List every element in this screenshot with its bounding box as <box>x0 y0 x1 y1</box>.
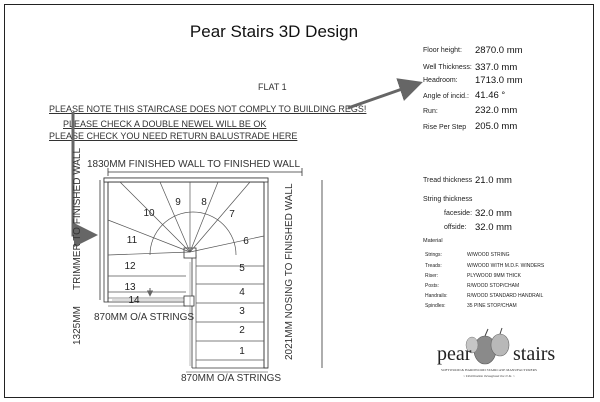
right-wall <box>264 178 268 368</box>
note-double-newel: PLEASE CHECK A DOUBLE NEWEL WILL BE OK <box>63 119 267 129</box>
mid-strings-label: 870MM O/A STRINGS <box>94 312 195 323</box>
material-value-strings: W/WOOD STRING <box>467 252 510 258</box>
right-dimension-label: 2021MM NOSING TO FINISHED WALL <box>284 183 295 360</box>
note-building-regs: PLEASE NOTE THIS STAIRCASE DOES NOT COMPLY TO BUILDING REGS! <box>49 104 367 114</box>
step-11: 11 <box>126 235 138 246</box>
angle-label: Angle of incid.: <box>423 93 469 100</box>
material-value-handrails: R/WOOD STANDARD HANDRAIL <box>467 293 544 299</box>
headroom-label: Headroom: <box>423 77 458 84</box>
step-5: 5 <box>239 263 245 274</box>
material-label-riser: Riser: <box>425 273 439 279</box>
tread-thickness-value: 21.0 mm <box>475 175 512 186</box>
floor-height-label: Floor height: <box>423 47 462 54</box>
page-title: Pear Stairs 3D Design <box>189 22 359 41</box>
note-return-balustrade: PLEASE CHECK YOU NEED RETURN BALUSTRADE HERE <box>49 131 298 141</box>
step-4: 4 <box>239 287 245 298</box>
run-label: Run: <box>423 108 438 115</box>
logo-word-stairs: stairs <box>513 343 556 365</box>
material-value-riser: PLYWOOD 9MM THICK <box>467 273 521 279</box>
top-dimension-label: 1830MM FINISHED WALL TO FINISHED WALL <box>87 159 301 170</box>
step-8: 8 <box>201 197 207 208</box>
step-1: 1 <box>239 346 245 357</box>
bottom-strings-label: 870MM O/A STRINGS <box>181 373 282 384</box>
faceside-value: 32.0 mm <box>475 208 512 219</box>
tread-thickness-label: Tread thickness <box>423 177 473 184</box>
logo-word-pear: pear <box>437 343 472 365</box>
newel-post-lower <box>184 296 194 306</box>
left-dimension-label-lower: 1325MM <box>72 306 83 345</box>
material-label-treads: Treads: <box>425 263 442 269</box>
material-heading: Material <box>423 238 443 244</box>
step-13: 13 <box>124 282 136 293</box>
well-thickness-value: 337.0 mm <box>475 62 518 73</box>
step-3: 3 <box>239 306 245 317</box>
note-leader-arrow <box>348 83 420 108</box>
step-10: 10 <box>143 208 155 219</box>
logo-subline: ~ Distribution throughout the U.K. ~ <box>463 374 515 378</box>
material-value-spindles: 35 PINE STOP/CHAM <box>467 303 517 309</box>
step-7: 7 <box>229 209 235 220</box>
rise-value: 205.0 mm <box>475 121 518 132</box>
offside-label: offside: <box>444 224 467 231</box>
material-label-strings: Strings: <box>425 252 442 258</box>
material-label-handrails: Handrails: <box>425 293 448 299</box>
well-thickness-label: Well Thickness: <box>423 64 472 71</box>
offside-value: 32.0 mm <box>475 222 512 233</box>
material-value-posts: R/WOOD STOP/CHAM <box>467 283 520 289</box>
step-9: 9 <box>175 197 181 208</box>
logo-tagline: SOFTWOOD & HARDWOOD STAIRCASE MANUFACTURERS <box>441 368 537 372</box>
step-2: 2 <box>239 325 245 336</box>
faceside-label: faceside: <box>444 210 473 217</box>
pear-logo-mark <box>466 328 509 364</box>
material-label-spindles: Spindles: <box>425 303 446 309</box>
angle-value: 41.46 ° <box>475 90 506 101</box>
material-value-treads: W/WOOD WITH M.D.F. WINDERS <box>467 263 545 269</box>
run-value: 232.0 mm <box>475 105 518 116</box>
rise-label: Rise Per Step <box>423 124 467 131</box>
floor-height-value: 2870.0 mm <box>475 45 523 56</box>
step-14: 14 <box>128 295 140 306</box>
step-12: 12 <box>124 261 136 272</box>
left-wall <box>104 178 108 302</box>
headroom-value: 1713.0 mm <box>475 75 523 86</box>
material-label-posts: Posts: <box>425 283 439 289</box>
string-thickness-label: String thickness <box>423 196 473 203</box>
flat-label: FLAT 1 <box>258 82 287 92</box>
left-dimension-label-upper: TRIMMER TO FINISHED WALL <box>72 147 83 290</box>
step-6: 6 <box>243 236 249 247</box>
